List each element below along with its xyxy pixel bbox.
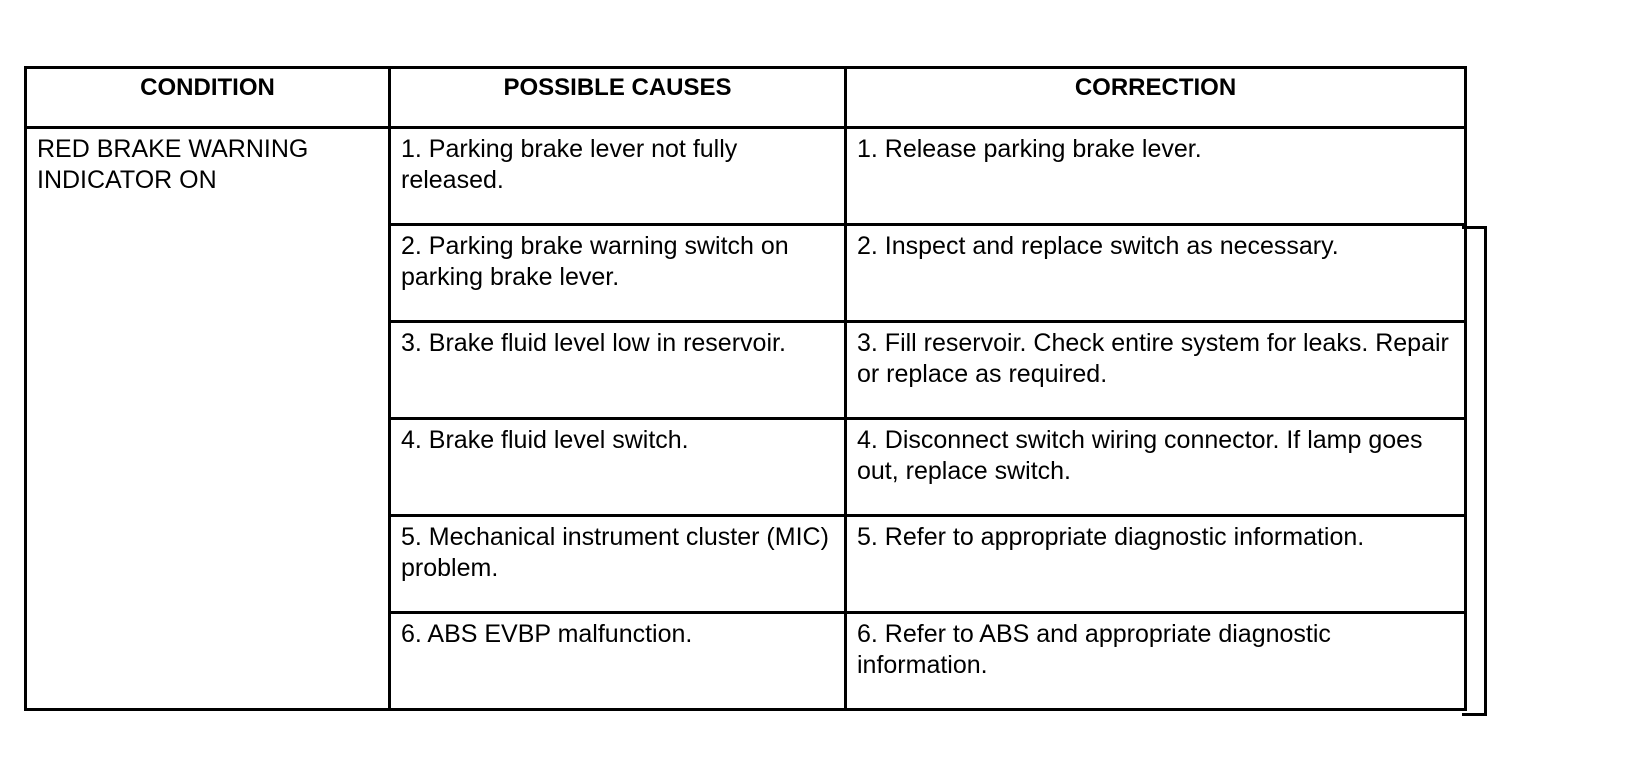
table-row [26, 128, 1466, 225]
cause-cell: 6. ABS EVBP malfunction. [390, 613, 846, 710]
table-header-row [26, 68, 1466, 128]
correction-header: CORRECTION [846, 68, 1466, 128]
correction-cell: 3. Fill reservoir. Check entire system for leaks. Repair or replace as required. [846, 322, 1466, 419]
cause-cell: 2. Parking brake warning switch on parking brake lever. [390, 225, 846, 322]
condition-text: RED BRAKE WARNING INDICATOR ON [37, 135, 309, 194]
cause-cell: 5. Mechanical instrument cluster (MIC) problem. [390, 516, 846, 613]
condition-cell [26, 128, 390, 710]
possible-causes-header: POSSIBLE CAUSES [390, 68, 846, 128]
side-border-right [1484, 226, 1487, 716]
correction-cell: 2. Inspect and replace switch as necessary. [846, 225, 1466, 322]
side-border-bottom [1462, 713, 1487, 716]
correction-cell: 1. Release parking brake lever. [846, 128, 1466, 225]
cause-cell: 1. Parking brake lever not fully released. [390, 128, 846, 225]
correction-cell: 5. Refer to appropriate diagnostic information. [846, 516, 1466, 613]
cause-cell: 3. Brake fluid level low in reservoir. [390, 322, 846, 419]
correction-cell: 6. Refer to ABS and appropriate diagnostic information. [846, 613, 1466, 710]
cause-cell: 4. Brake fluid level switch. [390, 419, 846, 516]
correction-cell: 4. Disconnect switch wiring connector. If lamp goes out, replace switch. [846, 419, 1466, 516]
diagnosis-table [24, 66, 1467, 711]
condition-header: CONDITION [26, 68, 390, 128]
